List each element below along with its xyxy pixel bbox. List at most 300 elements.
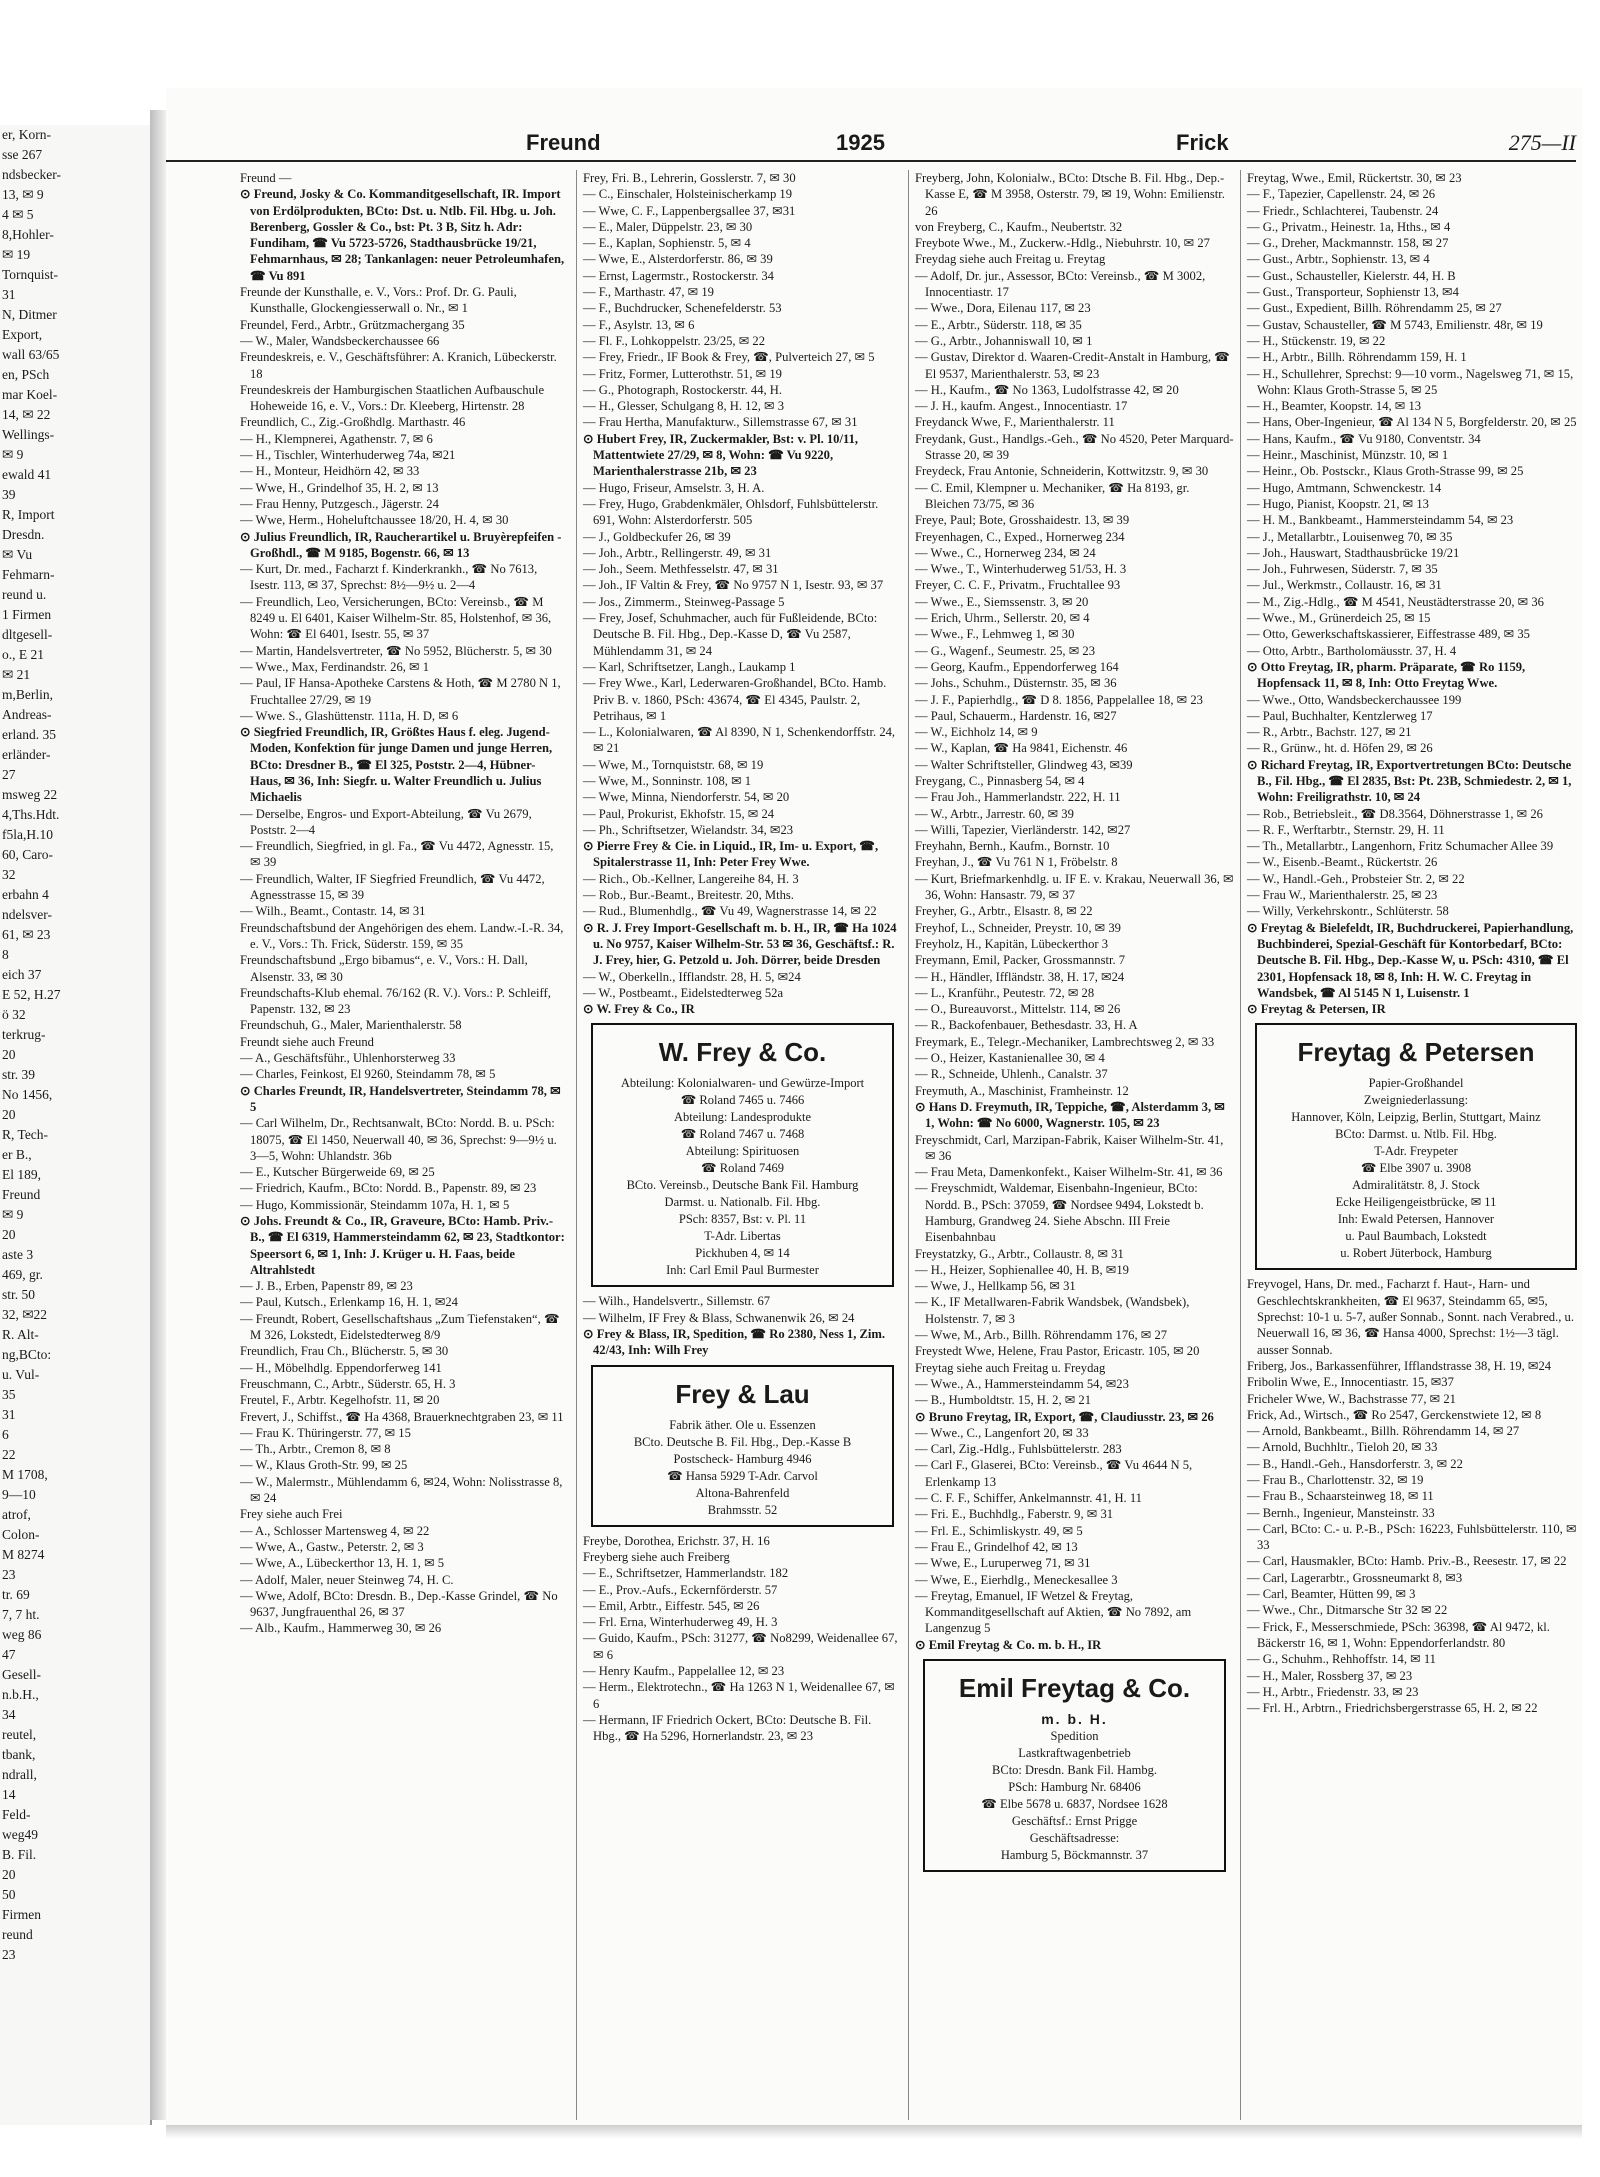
sliver-line: 14 — [2, 1787, 16, 1802]
ad-title: Freytag & Petersen — [1297, 1037, 1535, 1068]
sliver-line: 7, 7 ht. — [2, 1607, 40, 1622]
directory-entry: — Karl, Schriftsetzer, Langh., Laukamp 1 — [583, 659, 796, 674]
sliver-line: 14, ✉ 22 — [2, 407, 51, 422]
sliver-line: 32, ✉22 — [2, 1307, 48, 1322]
sliver-line: ✉ 9 — [2, 1207, 24, 1222]
sliver-line: 60, Caro- — [2, 847, 53, 862]
ad-title: Emil Freytag & Co. — [958, 1673, 1191, 1704]
directory-entry: Freuschmann, C., Arbtr., Süderstr. 65, H. 3 — [240, 1376, 456, 1391]
directory-entry: — H., Arbtr., Friedenstr. 33, ✉ 23 — [1247, 1684, 1419, 1699]
directory-entry: — Wilhelm, IF Frey & Blass, Schwanenwik 26, ✉ 24 — [583, 1310, 855, 1325]
directory-entry: — J. B., Erben, Papenstr 89, ✉ 23 — [240, 1279, 413, 1294]
column-4 — [1240, 170, 1585, 2120]
directory-entry: — J., Goldbeckufer 26, ✉ 39 — [583, 529, 731, 544]
directory-entry: — L., Kranführ., Peutestr. 72, ✉ 28 — [915, 985, 1095, 1000]
ad-line: Fabrik äther. Ole u. Essenzen — [669, 1417, 816, 1432]
directory-entry: Freyer, C. C. F., Privatm., Fruchtallee 93 — [915, 578, 1121, 593]
directory-entry: — Wwe, M., Sonninstr. 108, ✉ 1 — [583, 773, 752, 788]
ad-line: BCto: Dresdn. Bank Fil. Hambg. — [992, 1763, 1157, 1778]
sliver-line: Dresdn. — [2, 527, 45, 542]
directory-entry: — Georg, Kaufm., Eppendorferweg 164 — [915, 659, 1119, 674]
directory-entry: — Frick, F., Messerschmiede, PSch: 36398, ☎ Al 9472, kl. Bäckerstr 16, ✉ 1, Wohn: Eppendorferlandstr. 80 — [1247, 1619, 1550, 1650]
scan-margin — [0, 0, 1600, 48]
advertisement-emil-freytag — [923, 1659, 1226, 1872]
directory-entry: — Rob., Betriebsleit., ☎ D8.3564, Döhnerstrasse 1, ✉ 26 — [1247, 806, 1543, 821]
sliver-line: 34 — [2, 1707, 16, 1722]
directory-entry: — Gust., Arbtr., Sophienstr. 13, ✉ 4 — [1247, 252, 1430, 267]
directory-entry: — Gust., Expedient, Billh. Röhrendamm 25, ✉ 27 — [1247, 301, 1502, 316]
sliver-line: str. 39 — [2, 1067, 36, 1082]
directory-entry: — Wwe, E., Alsterdorferstr. 86, ✉ 39 — [583, 252, 773, 267]
directory-entry: Freunde der Kunsthalle, e. V., Vors.: Prof. Dr. G. Pauli, Kunsthalle, Glockengiesserwall o. Nr., ✉ 1 — [240, 285, 517, 316]
column-2 — [576, 170, 902, 2120]
sliver-line: weg49 — [2, 1827, 38, 1842]
directory-entry: — Derselbe, Engros- und Export-Abteilung, ☎ Vu 2679, Poststr. 2—4 — [240, 806, 532, 837]
sliver-line: R, Tech- — [2, 1127, 49, 1142]
directory-entry: Freye, Paul; Bote, Grosshaidestr. 13, ✉ 39 — [915, 513, 1130, 528]
directory-entry: — Freundlich, Siegfried, in gl. Fa., ☎ Vu 4472, Agnesstr. 15, ✉ 39 — [240, 839, 554, 870]
directory-entry: — B., Handl.-Geh., Hansdorferstr. 3, ✉ 22 — [1247, 1456, 1463, 1471]
directory-entry: — Kurt, Briefmarkenhdlg. u. IF E. v. Krakau, Neuerwall 36, ✉ 36, Wohn: Hansastr. 79, ✉ 37 — [915, 871, 1234, 903]
sliver-line: ö 32 — [2, 1007, 26, 1022]
directory-entry: — Hugo, Pianist, Koopstr. 21, ✉ 13 — [1247, 496, 1429, 511]
directory-entry: — Wwe., C., Langenfort 20, ✉ 33 — [915, 1425, 1089, 1440]
firm-entry: ⊙ Siegfried Freundlich, IR, Größtes Haus f. eleg. Jugend-Moden, Konfektion für junge Damen und junge Herren, BCto: Dresdner B., ☎ El 325, Poststr. 2—4, Hübner-Haus, ✉ 36, Inh: Siegfr. u. Walter Freundlich u. Julius Michaelis — [240, 725, 553, 805]
directory-entry: — Paul, Kutsch., Erlenkamp 16, H. 1, ✉24 — [240, 1295, 458, 1310]
ad-line: Abteilung: Landesprodukte — [673, 1110, 812, 1125]
directory-entry: Freytag siehe auch Freitag u. Freydag — [915, 1360, 1106, 1375]
directory-entry: Freytag, Wwe., Emil, Rückertstr. 30, ✉ 23 — [1247, 171, 1462, 185]
page-bottom-edge — [166, 2125, 1582, 2139]
sliver-line: 50 — [2, 1887, 16, 1902]
directory-entry: — G., Schuhm., Rehhoffstr. 14, ✉ 11 — [1247, 1652, 1436, 1667]
sliver-line: reund — [2, 1927, 33, 1942]
directory-entry: — Joh., Fuhrwesen, Süderstr. 7, ✉ 35 — [1247, 562, 1438, 577]
directory-entry: — Joh., IF Valtin & Frey, ☎ No 9757 N 1, Isestr. 93, ✉ 37 — [583, 578, 884, 593]
directory-entry: Freymann, Emil, Packer, Grossmannstr. 7 — [915, 953, 1126, 968]
sliver-line: er B., — [2, 1147, 32, 1162]
directory-entry: Freydanck Wwe, F., Marienthalerstr. 11 — [915, 415, 1115, 430]
directory-entry: Freundschuh, G., Maler, Marienthalerstr. 58 — [240, 1018, 462, 1033]
directory-entry: — E., Prov.-Aufs., Eckernförderstr. 57 — [583, 1582, 778, 1597]
directory-entry: — Frl. Erna, Winterhuderweg 49, H. 3 — [583, 1615, 778, 1630]
firm-entry: ⊙ Otto Freytag, IR, pharm. Präparate, ☎ Ro 1159, Hopfensack 11, ✉ 8, Inh: Otto Freytag Wwe. — [1247, 659, 1526, 691]
directory-entry: — Willy, Verkehrskontr., Schlüterstr. 58 — [1247, 904, 1449, 919]
directory-entry: — W., Maler, Wandsbeckerchaussee 66 — [240, 333, 440, 348]
directory-entry: — Frau W., Marienthalerstr. 25, ✉ 23 — [1247, 888, 1438, 903]
ad-line: PSch: 8357, Bst: v. Pl. 11 — [678, 1212, 807, 1227]
directory-entry: — Wwe, Adolf, BCto: Dresdn. B., Dep.-Kasse Grindel, ☎ No 9637, Jungfrauenthal 26, ✉ 37 — [240, 1588, 558, 1620]
directory-entry: — W., Postbeamt., Eidelstedterweg 52a — [583, 985, 784, 1000]
firm-entry: ⊙ Freytag & Bielefeldt, IR, Buchdruckerei, Papierhandlung, Buchbinderei, Spezial-Geschäft für Kontorbedarf, BCto: Deutsche B. Fil. Hbg., Dep.-Kasse W, u. PSch: 4310, ☎ El 2301, Hopfensack 18, ✉ 8, Inh: H. W. C. Freytag in Wandsbek, ☎ Al 5145 N 1, Luisenstr. 1 — [1247, 920, 1574, 1000]
directory-entry: — Paul, Prokurist, Ekhofstr. 15, ✉ 24 — [583, 806, 775, 821]
sliver-line: Firmen — [2, 1907, 41, 1922]
directory-entry: Freyhof, L., Schneider, Preystr. 10, ✉ 39 — [915, 920, 1121, 935]
directory-entry: — Wwe, H., Grindelhof 35, H. 2, ✉ 13 — [240, 480, 439, 495]
ad-line: Darmst. u. Nationalb. Fil. Hbg. — [664, 1195, 821, 1210]
directory-entry: — Frey, Friedr., IF Book & Frey, ☎, Pulverteich 27, ✉ 5 — [583, 350, 875, 365]
directory-entry: Freundeskreis, e. V., Geschäftsführer: A. Kranich, Lübeckerstr. 18 — [240, 350, 557, 381]
ad-line: Geschäftsadresse: — [1029, 1831, 1120, 1846]
ad-line: ☎ Roland 7465 u. 7466 — [680, 1093, 805, 1108]
sliver-line: 23 — [2, 1567, 16, 1582]
sliver-line: sse 267 — [2, 147, 43, 162]
sliver-line: ng,BCto: — [2, 1347, 52, 1362]
directory-entry: — H., Heizer, Sophienallee 40, H. B, ✉19 — [915, 1262, 1129, 1277]
directory-entry: Freyschmidt, Carl, Marzipan-Fabrik, Kaiser Wilhelm-Str. 41, ✉ 36 — [915, 1132, 1224, 1163]
sliver-line: reund u. — [2, 587, 47, 602]
directory-entry: — Johs., Schuhm., Düsternstr. 35, ✉ 36 — [915, 676, 1117, 691]
directory-entry: — E., Arbtr., Süderstr. 118, ✉ 35 — [915, 317, 1082, 332]
directory-entry: — C. F. F., Schiffer, Ankelmannstr. 41, H. 11 — [915, 1491, 1142, 1506]
sliver-line: ndrall, — [2, 1767, 37, 1782]
directory-entry: — Wilh., Handelsvertr., Sillemstr. 67 — [583, 1294, 771, 1309]
directory-entry: — Heinr., Maschinist, Münzstr. 10, ✉ 1 — [1247, 448, 1449, 463]
directory-entry: — Frau Hertha, Manufakturw., Sillemstrasse 67, ✉ 31 — [583, 415, 858, 430]
directory-entry: Freundlich, Frau Ch., Blücherstr. 5, ✉ 30 — [240, 1344, 449, 1359]
directory-entry: — Paul, Buchhalter, Kentzlerweg 17 — [1247, 708, 1433, 723]
directory-entry: — Wwe., Chr., Ditmarsche Str 32 ✉ 22 — [1247, 1603, 1448, 1618]
ad-line: Hamburg 5, Böckmannstr. 37 — [1000, 1848, 1149, 1863]
directory-entry: — Charles, Feinkost, El 9260, Steindamm 78, ✉ 5 — [240, 1067, 496, 1082]
sliver-line: 20 — [2, 1107, 16, 1122]
directory-entry: — Fritz, Former, Lutterothstr. 51, ✉ 19 — [583, 366, 782, 381]
directory-entry: — Gustav, Direktor d. Waaren-Credit-Anstalt in Hamburg, ☎ El 9537, Marienthalerstr. 53, ✉ 23 — [915, 350, 1230, 381]
directory-entry: — Joh., Arbtr., Rellingerstr. 49, ✉ 31 — [583, 545, 772, 560]
directory-entry: — W., Eichholz 14, ✉ 9 — [915, 725, 1038, 740]
directory-entry: — Freundt, Robert, Gesellschaftshaus „Zum Tiefenstaken“, ☎ M 326, Lokstedt, Eidelstedterweg 8/9 — [240, 1311, 560, 1343]
directory-entry: Freutel, F., Arbtr. Kegelhofstr. 11, ✉ 20 — [240, 1393, 440, 1408]
directory-entry: — G., Arbtr., Johanniswall 10, ✉ 1 — [915, 333, 1093, 348]
directory-entry: — Kurt, Dr. med., Facharzt f. Kinderkrankh., ☎ No 7613, Isestr. 113, ✉ 37, Sprechst: 8½—9½ u. 2—4 — [240, 562, 538, 593]
directory-entry: — Th., Metallarbtr., Langenhorn, Fritz Schumacher Allee 39 — [1247, 839, 1554, 854]
directory-entry: Freyhan, J., ☎ Vu 761 N 1, Fröbelstr. 8 — [915, 855, 1118, 870]
ad-line: ☎ Elbe 3907 u. 3908 — [1360, 1161, 1472, 1176]
directory-entry: — Frau K. Thüringerstr. 77, ✉ 15 — [240, 1425, 411, 1440]
sliver-line: ✉ 9 — [2, 447, 24, 462]
directory-entry: — Wwe, A., Lübeckerthor 13, H. 1, ✉ 5 — [240, 1556, 445, 1571]
directory-entry: Freundeskreis der Hamburgischen Staatlichen Aufbauschule Hoheweide 16, e. V., Vors.: Dr. Kleeberg, Hirtenstr. 28 — [240, 382, 545, 414]
firm-entry: ⊙ Charles Freundt, IR, Handelsvertreter, Steindamm 78, ✉ 5 — [240, 1083, 561, 1114]
sliver-line: 8,Hohler- — [2, 227, 54, 242]
directory-entry: — Wwe, J., Hellkamp 56, ✉ 31 — [915, 1279, 1076, 1294]
sliver-line: eich 37 — [2, 967, 42, 982]
directory-entry: Frick, Ad., Wirtsch., ☎ Ro 2547, Gerckenstwiete 12, ✉ 8 — [1247, 1407, 1542, 1422]
directory-entry: — B., Humboldtstr. 15, H. 2, ✉ 21 — [915, 1393, 1092, 1408]
directory-entry: — Frau E., Grindelhof 42, ✉ 13 — [915, 1539, 1078, 1554]
directory-entry: Freundel, Ferd., Arbtr., Grützmachergang 35 — [240, 317, 465, 332]
sliver-line: N, Ditmer — [2, 307, 57, 322]
sliver-line: erländer- — [2, 747, 51, 762]
sliver-line: Fehmarn- — [2, 567, 55, 582]
directory-entry: — Gust., Transporteur, Sophienstr 13, ✉4 — [1247, 285, 1459, 300]
directory-entry: — Henry Kaufm., Pappelallee 12, ✉ 23 — [583, 1664, 785, 1678]
directory-entry: — Hugo, Amtmann, Schwenckestr. 14 — [1247, 480, 1442, 495]
directory-entry: — Frey, Hugo, Grabdenkmäler, Ohlsdorf, Fuhlsbüttelerstr. 691, Wohn: Alsterdorferstr. 505 — [583, 496, 879, 528]
sliver-line: ✉ 19 — [2, 247, 31, 262]
sliver-line: Feld- — [2, 1807, 31, 1822]
directory-entry: — Hugo, Friseur, Amselstr. 3, H. A. — [583, 480, 765, 495]
directory-entry: — G., Privatm., Heinestr. 1a, Hths., ✉ 4 — [1247, 219, 1451, 234]
directory-entry: — J. H., kaufm. Angest., Innocentiastr. 17 — [915, 399, 1128, 414]
directory-entry: — Paul, Schauerm., Hardenstr. 16, ✉27 — [915, 708, 1117, 723]
sliver-line: 23 — [2, 1947, 16, 1962]
directory-entry: — W., Klaus Groth-Str. 99, ✉ 25 — [240, 1458, 408, 1473]
directory-entry: Freydank, Gust., Handlgs.-Geh., ☎ No 4520, Peter Marquard-Strasse 20, ✉ 39 — [915, 431, 1234, 463]
ad-line: ☎ Elbe 5678 u. 6837, Nordsee 1628 — [981, 1797, 1168, 1812]
directory-entry: Freydeck, Frau Antonie, Schneiderin, Kottwitzstr. 9, ✉ 30 — [915, 464, 1209, 479]
sliver-line: 31 — [2, 1407, 16, 1422]
sliver-line: wall 63/65 — [2, 347, 60, 362]
directory-entry: — K., IF Metallwaren-Fabrik Wandsbek, (Wandsbek), Holstenstr. 7, ✉ 3 — [915, 1295, 1190, 1326]
directory-entry: — Wwe., M., Grünerdeich 25, ✉ 15 — [1247, 611, 1431, 626]
firm-entry: ⊙ W. Frey & Co., IR — [583, 1002, 695, 1017]
sliver-line: 4 ✉ 5 — [2, 207, 34, 222]
directory-entry: Freymark, E., Telegr.-Mechaniker, Lambrechtsweg 2, ✉ 33 — [915, 1034, 1215, 1049]
directory-entry: Freyenhagen, C., Exped., Hornerweg 234 — [915, 529, 1125, 544]
directory-entry: — Emil, Arbtr., Eiffestr. 545, ✉ 26 — [583, 1598, 760, 1613]
sliver-line: 32 — [2, 867, 16, 882]
directory-entry: — H., Schullehrer, Sprechst: 9—10 vorm., Nagelsweg 71, ✉ 15, Wohn: Klaus Groth-Strasse 5, ✉ 25 — [1247, 366, 1574, 397]
ad-line: Zweigniederlassung: — [1363, 1093, 1469, 1108]
directory-entry: Freydag siehe auch Freitag u. Freytag — [915, 252, 1106, 267]
directory-entry: — J., Metallarbtr., Louisenweg 70, ✉ 35 — [1247, 529, 1453, 544]
directory-entry: — L., Kolonialwaren, ☎ Al 8390, N 1, Schenkendorffstr. 24, ✉ 21 — [583, 725, 896, 756]
directory-entry: — Adolf, Dr. jur., Assessor, BCto: Vereinsb., ☎ M 3002, Innocentiastr. 17 — [915, 268, 1206, 300]
sliver-line: f5la,H.10 — [2, 827, 53, 842]
directory-entry: Freundschaftsbund der Angehörigen des ehem. Landw.-I.-R. 34, e. V., Vors.: Th. Frick, Süderstr. 159, ✉ 35 — [240, 920, 564, 951]
ad-line: Abteilung: Spirituosen — [685, 1144, 800, 1159]
directory-entry: Freundt siehe auch Freund — [240, 1034, 374, 1049]
sliver-line: ndsbecker- — [2, 167, 61, 182]
directory-entry: — Frl. H., Arbtrn., Friedrichsbergerstrasse 65, H. 2, ✉ 22 — [1247, 1701, 1538, 1716]
ad-line: Hannover, Köln, Leipzig, Berlin, Stuttgart, Mainz — [1291, 1110, 1541, 1125]
directory-entry: — C. Emil, Klempner u. Mechaniker, ☎ Ha 8193, gr. Bleichen 73/75, ✉ 36 — [915, 480, 1190, 511]
directory-entry: — Wwe., C., Hornerweg 234, ✉ 24 — [915, 545, 1096, 560]
directory-entry: — H., Stückenstr. 19, ✉ 22 — [1247, 333, 1386, 348]
ad-subtitle: m. b. H. — [1041, 1711, 1108, 1728]
sliver-line: o., E 21 — [2, 647, 44, 662]
sliver-line: m,Berlin, — [2, 687, 53, 702]
firm-entry: ⊙ Richard Freytag, IR, Exportvertretungen BCto: Deutsche B., Fil. Hbg., ☎ El 2835, Bst: Pt. 23B, Schmiedestr. 2, ✉ 1, Wohn: Freiligrathstr. 10, ✉ 24 — [1247, 757, 1572, 805]
directory-entry: — E., Kaplan, Sophienstr. 5, ✉ 4 — [583, 236, 751, 251]
directory-entry: — Hans, Kaufm., ☎ Vu 9180, Conventstr. 34 — [1247, 431, 1481, 446]
sliver-line: 27 — [2, 767, 16, 782]
directory-entry: — Hermann, IF Friedrich Ockert, BCto: Deutsche B. Fil. Hbg., ☎ Ha 5296, Hornerlandstr. 23, ✉ 23 — [583, 1712, 872, 1744]
sliver-line: 20 — [2, 1867, 16, 1882]
directory-columns — [240, 170, 1586, 2120]
firm-entry: ⊙ Hans D. Freymuth, IR, Teppiche, ☎, Alsterdamm 3, ✉ 1, Wohn: ☎ No 6000, Wagnerstr. 105, ✉ 23 — [915, 1099, 1225, 1131]
sliver-line: 4,Ths.Hdt. — [2, 807, 60, 822]
directory-entry: — H., Klempnerei, Agathenstr. 7, ✉ 6 — [240, 431, 433, 446]
firm-entry: ⊙ Freytag & Petersen, IR — [1247, 1002, 1386, 1017]
directory-entry: — H., Monteur, Heidhörn 42, ✉ 33 — [240, 464, 420, 479]
directory-entry: — H., Beamter, Koopstr. 14, ✉ 13 — [1247, 399, 1422, 414]
directory-entry: — Otto, Gewerkschaftskassierer, Eiffestrasse 489, ✉ 35 — [1247, 627, 1530, 642]
sliver-line: Colon- — [2, 1527, 40, 1542]
directory-entry: Freyvogel, Hans, Dr. med., Facharzt f. Haut-, Harn- und Geschlechtskrankheiten, ☎ El 9637, Steindamm 65, ✉5, Sprechst: 10-1 u. 5-7, außer Sonnab., Sonnt. nach Verabred., u. Neuerwall 16, ✉ 36, ☎ Hansa 4000, Sprechst: 1½—3 tägl. ausser Sonnab. — [1247, 1277, 1574, 1357]
directory-entry: — Wwe, E., Luruperweg 71, ✉ 31 — [915, 1556, 1091, 1571]
facing-page-sliver — [0, 125, 152, 2125]
directory-entry: Freyher, G., Arbtr., Elsastr. 8, ✉ 22 — [915, 904, 1093, 919]
ad-line: Papier-Großhandel — [1368, 1076, 1464, 1091]
directory-entry: Fricheler Wwe, W., Bachstrasse 77, ✉ 21 — [1247, 1391, 1456, 1406]
directory-entry: — Arnold, Buchhltr., Tieloh 20, ✉ 33 — [1247, 1440, 1438, 1455]
ad-line: Brahmsstr. 52 — [707, 1502, 778, 1517]
sliver-line: 39 — [2, 487, 16, 502]
sliver-line: 469, gr. — [2, 1267, 43, 1282]
directory-entry: — W., Oberkelln., Ifflandstr. 28, H. 5, ✉24 — [583, 969, 801, 984]
directory-entry: — J. F., Papierhdlg., ☎ D 8. 1856, Pappelallee 18, ✉ 23 — [915, 692, 1203, 707]
directory-entry: — O., Heizer, Kastanienallee 30, ✉ 4 — [915, 1051, 1105, 1066]
sliver-line: ✉ Vu — [2, 547, 33, 562]
sliver-line: er, Korn- — [2, 127, 51, 142]
sliver-line: Tornquist- — [2, 267, 59, 282]
directory-entry: — Freundlich, Leo, Versicherungen, BCto: Vereinsb., ☎ M 8249 u. El 6401, Kaiser Wilhelm-Str. 85, Holstenhof, ✉ 36, Wohn: ☎ El 6401, Isestr. 55, ✉ 37 — [240, 594, 552, 642]
sliver-line: 22 — [2, 1447, 16, 1462]
directory-entry: — Wwe., E., Siemssenstr. 3, ✉ 20 — [915, 594, 1089, 609]
sliver-line: ndelsver- — [2, 907, 52, 922]
ad-line: Admiralitätstr. 8, J. Stock — [1352, 1178, 1480, 1193]
directory-entry: — Herm., Elektrotechn., ☎ Ha 1263 N 1, Weidenallee 67, ✉ 6 — [583, 1680, 895, 1711]
directory-entry: — E., Maler, Düppelstr. 23, ✉ 30 — [583, 219, 753, 234]
running-head — [166, 130, 1576, 162]
sliver-line: mar Koel- — [2, 387, 58, 402]
directory-entry: — Ernst, Lagermstr., Rostockerstr. 34 — [583, 268, 774, 283]
directory-entry: — A., Geschäftsführ., Uhlenhorsterweg 33 — [240, 1051, 456, 1066]
directory-entry: — Bernh., Ingenieur, Mansteinstr. 33 — [1247, 1505, 1435, 1520]
sliver-line: u. Vul- — [2, 1367, 40, 1382]
directory-entry: Freyhahn, Bernh., Kaufm., Bornstr. 10 — [915, 839, 1110, 854]
sliver-line: B. Fil. — [2, 1847, 37, 1862]
directory-entry: — Wwe, A., Gastw., Peterstr. 2, ✉ 3 — [240, 1539, 424, 1554]
directory-entry: — Hans, Ober-Ingenieur, ☎ Al 134 N 5, Borgfelderstr. 20, ✉ 25 — [1247, 415, 1577, 430]
sliver-line: E 52, H.27 — [2, 987, 61, 1002]
ad-line: BCto. Deutsche B. Fil. Hbg., Dep.-Kasse B — [633, 1434, 852, 1449]
sliver-line: terkrug- — [2, 1027, 46, 1042]
ad-line: Inh: Ewald Petersen, Hannover — [1337, 1212, 1495, 1227]
directory-entry: — O., Bureauvorst., Mittelstr. 114, ✉ 26 — [915, 1002, 1121, 1017]
directory-entry: — Frau Meta, Damenkonfekt., Kaiser Wilhelm-Str. 41, ✉ 36 — [915, 1165, 1223, 1180]
directory-entry: — Paul, IF Hansa-Apotheke Carstens & Hoth, ☎ M 2780 N 1, Fruchtallee 27/29, ✉ 19 — [240, 676, 561, 707]
directory-entry: — E., Schriftsetzer, Hammerlandstr. 182 — [583, 1566, 789, 1581]
ad-line: Lastkraftwagenbetrieb — [1018, 1746, 1131, 1761]
ad-line: Abteilung: Kolonialwaren- und Gewürze-Import — [620, 1076, 865, 1091]
directory-entry: — E., Kutscher Bürgerweide 69, ✉ 25 — [240, 1165, 435, 1180]
sliver-line: Andreas- — [2, 707, 52, 722]
directory-entry: — Frau B., Charlottenstr. 32, ✉ 19 — [1247, 1473, 1424, 1487]
directory-entry: — G., Dreher, Mackmannstr. 158, ✉ 27 — [1247, 236, 1449, 251]
advertisement-freytag-petersen — [1255, 1023, 1577, 1270]
ad-line: Ecke Heiligengeistbrücke, ✉ 11 — [1335, 1195, 1497, 1210]
ad-line: T-Adr. Libertas — [704, 1229, 781, 1244]
ad-title: W. Frey & Co. — [658, 1037, 827, 1068]
directory-entry: — Wwe., T., Winterhuderweg 51/53, H. 3 — [915, 562, 1127, 577]
sliver-line: aste 3 — [2, 1247, 34, 1262]
ad-line: u. Paul Baumbach, Lokstedt — [1345, 1229, 1487, 1244]
directory-entry: — Wwe, C. F., Lappenbergsallee 37, ✉31 — [583, 203, 796, 218]
sliver-line: en, PSch — [2, 367, 50, 382]
directory-entry: — R., Backofenbauer, Bethesdastr. 33, H. A — [915, 1018, 1138, 1033]
directory-entry: — Erich, Uhrm., Sellerstr. 20, ✉ 4 — [915, 611, 1090, 626]
sliver-line: 1 Firmen — [2, 607, 52, 622]
directory-entry: — Joh., Seem. Methfesselstr. 47, ✉ 31 — [583, 562, 779, 577]
header-first-name: Freund — [526, 130, 601, 155]
sliver-line: n.b.H., — [2, 1687, 39, 1702]
sliver-line: 6 — [2, 1427, 9, 1442]
directory-entry: Fribolin Wwe, E., Innocentiastr. 15, ✉37 — [1247, 1375, 1454, 1390]
directory-entry: — F., Buchdrucker, Schenefelderstr. 53 — [583, 301, 782, 316]
directory-entry: — Rich., Ob.-Kellner, Langereihe 84, H. 3 — [583, 871, 799, 886]
sliver-line: 31 — [2, 287, 16, 302]
directory-entry: — Arnold, Bankbeamt., Billh. Röhrendamm 14, ✉ 27 — [1247, 1424, 1520, 1439]
directory-entry: — Hugo, Kommissionär, Steindamm 107a, H. 1, ✉ 5 — [240, 1197, 510, 1212]
directory-entry: — Otto, Arbtr., Bartholomäusstr. 37, H. 4 — [1247, 643, 1457, 658]
directory-entry: — H., Arbtr., Billh. Röhrendamm 159, H. 1 — [1247, 350, 1467, 365]
directory-entry: — G., Wagenf., Seumestr. 25, ✉ 23 — [915, 643, 1096, 658]
directory-entry: — F., Asylstr. 13, ✉ 6 — [583, 317, 695, 332]
directory-entry: — W., Handl.-Geh., Probsteier Str. 2, ✉ 22 — [1247, 871, 1465, 886]
ad-line: ☎ Roland 7469 — [701, 1161, 784, 1176]
directory-entry: — Friedr., Schlachterei, Taubenstr. 24 — [1247, 203, 1439, 218]
directory-entry: — Carl, Zig.-Hdlg., Fuhlsbüttelerstr. 283 — [915, 1442, 1122, 1457]
directory-entry: Frey siehe auch Frei — [240, 1507, 343, 1522]
directory-entry: — Frau B., Schaarsteinweg 18, ✉ 11 — [1247, 1489, 1434, 1504]
sliver-line: M 1708, — [2, 1467, 48, 1482]
directory-entry: — F., Marthastr. 47, ✉ 19 — [583, 285, 714, 300]
directory-entry: — H., Kaufm., ☎ No 1363, Ludolfstrasse 42, ✉ 20 — [915, 382, 1179, 397]
sliver-line: 47 — [2, 1647, 16, 1662]
directory-entry: Freystedt Wwe, Helene, Frau Pastor, Ericastr. 105, ✉ 20 — [915, 1344, 1200, 1359]
sliver-line: M 8274 — [2, 1547, 45, 1562]
sliver-line: 35 — [2, 1387, 16, 1402]
sliver-line: atrof, — [2, 1507, 31, 1522]
directory-entry: — Wwe, M., Tornquiststr. 68, ✉ 19 — [583, 757, 764, 772]
firm-entry: ⊙ R. J. Frey Import-Gesellschaft m. b. H., IR, ☎ Ha 1024 u. No 9757, Kaiser Wilhelm-Str. 53 ✉ 36, Geschäftsf.: R. J. Frey, hier, G. Petzold u. Joh. Dörrer, beide Dresden — [583, 920, 897, 968]
advertisement-frey-co — [591, 1023, 894, 1287]
advertisement-frey-lau — [591, 1365, 894, 1527]
directory-entry: — Carl F., Glaserei, BCto: Vereinsb., ☎ Vu 4644 N 5, Erlenkamp 13 — [915, 1458, 1193, 1489]
firm-entry: ⊙ Bruno Freytag, IR, Export, ☎, Claudiusstr. 23, ✉ 26 — [915, 1409, 1214, 1424]
directory-entry: Freundschaftsbund „Ergo bibamus“, e. V., Vors.: H. Dall, Alsenstr. 33, ✉ 30 — [240, 953, 528, 984]
firm-entry: ⊙ Freund, Josky & Co. Kommanditgesellschaft, IR. Import von Erdölprodukten, BCto: Dst. u. Ntlb. Fil. Hbg. u. Joh. Berenberg, Gossler & Co., bst: Pt. 3 B, Sitz h. Adr: Fundiham, ☎ Vu 5723-5726, Stadthausbrücke 19/21, Fehmarnhaus, ✉ 28; Tankanlagen: neuer Petroleumhafen, ☎ Vu 891 — [240, 187, 565, 283]
directory-entry: Freundlich, C., Zig.-Großhdlg. Marthastr. 46 — [240, 415, 466, 430]
directory-entry: — H., Händler, Iffländstr. 38, H. 17, ✉24 — [915, 969, 1125, 984]
ad-line: PSch: Hamburg Nr. 68406 — [1008, 1780, 1141, 1795]
ad-line: Postscheck- Hamburg 4946 — [673, 1451, 812, 1466]
sliver-line: str. 50 — [2, 1287, 36, 1302]
sliver-line: erbahn 4 — [2, 887, 49, 902]
sliver-line: tr. 69 — [2, 1587, 30, 1602]
directory-entry: Freundschafts-Klub ehemal. 76/162 (R. V.). Vors.: P. Schleiff, Papenstr. 132, ✉ 23 — [240, 985, 551, 1017]
directory-entry: — Wwe, Minna, Niendorferstr. 54, ✉ 20 — [583, 790, 790, 805]
directory-entry: — W., Arbtr., Jarrestr. 60, ✉ 39 — [915, 806, 1074, 821]
directory-entry: Frevert, J., Schiffst., ☎ Ha 4368, Brauerknechtgraben 23, ✉ 11 — [240, 1409, 564, 1424]
directory-entry: — Wilh., Beamt., Contastr. 14, ✉ 31 — [240, 904, 426, 919]
directory-entry: — H., Maler, Rossberg 37, ✉ 23 — [1247, 1668, 1413, 1683]
directory-entry: — Rob., Bur.-Beamt., Breitestr. 20, Mths. — [583, 888, 794, 903]
directory-entry: — Fl. F., Lohkoppelstr. 23/25, ✉ 22 — [583, 333, 766, 348]
directory-entry: — Frau Henny, Putzgesch., Jägerstr. 24 — [240, 496, 439, 511]
header-year: 1925 — [836, 130, 885, 155]
directory-entry: — Carl, Hausmakler, BCto: Hamb. Priv.-B., Reesestr. 17, ✉ 22 — [1247, 1554, 1567, 1569]
directory-entry: — Adolf, Maler, neuer Steinweg 74, H. C. — [240, 1572, 454, 1587]
directory-entry: — Freyschmidt, Waldemar, Eisenbahn-Ingenieur, BCto: Nordd. B., PSch: 37059, ☎ Nordsee 9494, Lokstedt b. Hamburg, Grandweg 24. Siehe Abschn. III Freie Eisenbahnbau — [915, 1181, 1204, 1245]
directory-entry: — Carl, BCto: C.- u. P.-B., PSch: 16223, Fuhlsbüttelerstr. 110, ✉ 33 — [1247, 1521, 1577, 1553]
directory-entry: — Wwe, Herm., Hoheluftchaussee 18/20, H. 4, ✉ 30 — [240, 513, 509, 528]
sliver-line: ✉ 21 — [2, 667, 31, 682]
directory-entry: — Freundlich, Walter, IF Siegfried Freundlich, ☎ Vu 4472, Agnesstrasse 15, ✉ 39 — [240, 871, 545, 903]
